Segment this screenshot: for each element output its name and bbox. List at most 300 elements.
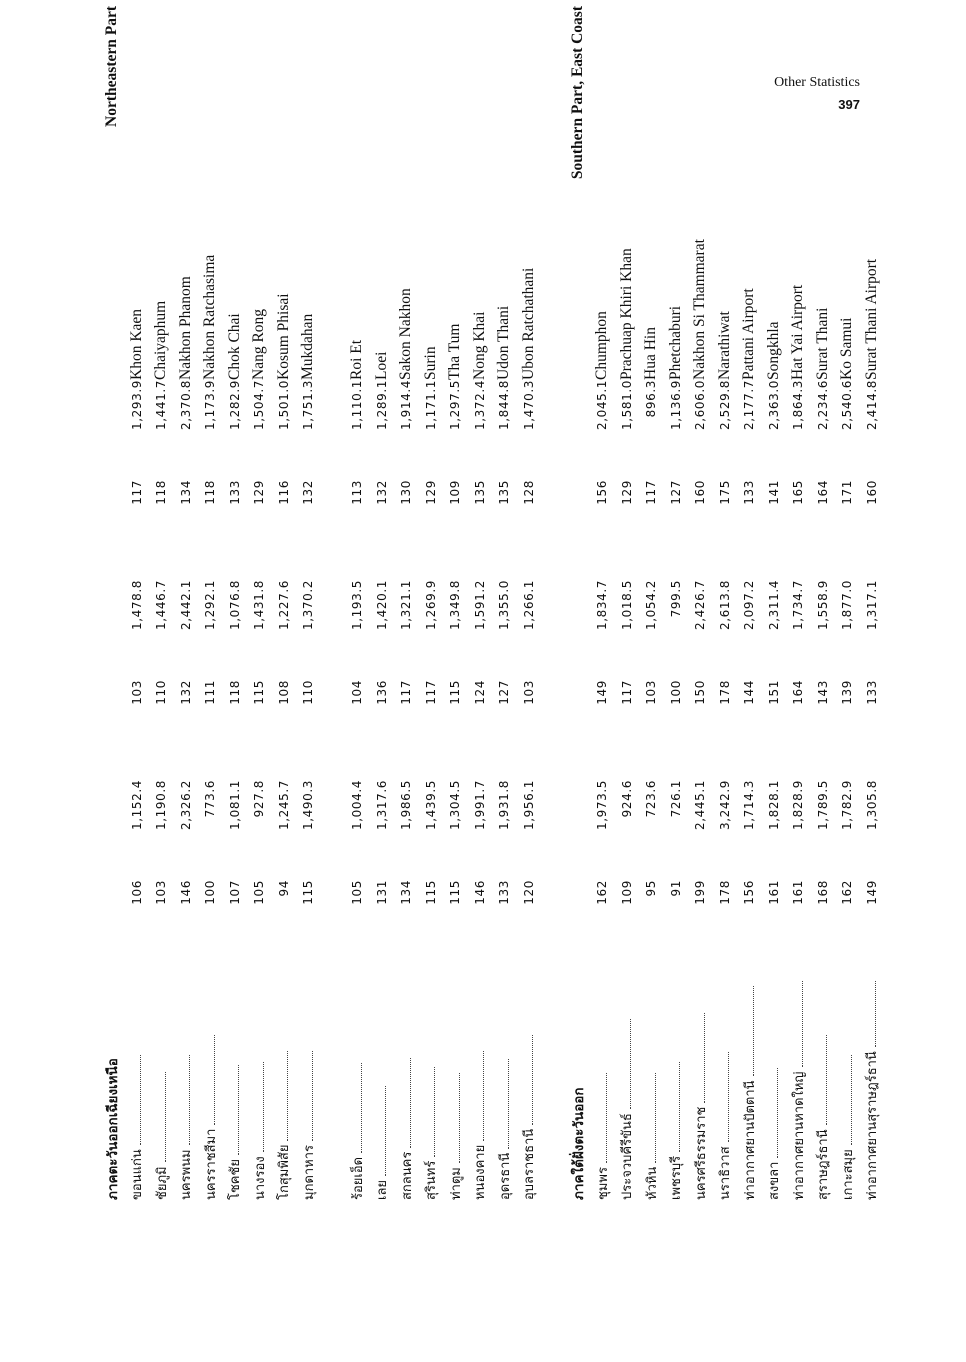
spacer-cell xyxy=(100,380,125,980)
rainfall-statistics-table xyxy=(100,0,884,1200)
value-cell: 1,081.1 xyxy=(227,780,242,831)
thai-label: เกาะสมุย xyxy=(840,1149,856,1200)
value-cell: 1,193.5 xyxy=(350,580,365,631)
value-cell: 1,864.3 xyxy=(791,380,806,431)
station-english-name: Nang Rong xyxy=(250,308,268,380)
station-english-name: Kosum Phisai xyxy=(274,293,292,380)
value-cell: 124 xyxy=(472,680,487,705)
value-cell: 1,478.8 xyxy=(129,580,144,631)
value-cell: 2,370.8 xyxy=(178,380,193,431)
thai-label: นครพนม xyxy=(179,1149,195,1200)
value-cell: 129 xyxy=(423,480,438,505)
value-cell: 164 xyxy=(815,480,830,505)
station-english-name: Sakon Nakhon xyxy=(397,288,415,380)
thai-label: นครราชสีมา xyxy=(203,1128,219,1200)
thai-label: สุรินทร์ xyxy=(424,1160,440,1200)
value-cell: 1,714.3 xyxy=(742,780,757,831)
value-cell: 130 xyxy=(399,480,414,505)
station-english-name: Ubon Ratchathani xyxy=(519,267,537,380)
thai-label: โชคชัย xyxy=(228,1159,244,1200)
value-cell: 160 xyxy=(864,480,879,505)
value-cell: 2,426.7 xyxy=(693,580,708,631)
table-row xyxy=(198,0,223,1200)
thai-label: ท่าอากาศยานสุราษฎร์ธานี xyxy=(865,1051,881,1200)
page-number: 397 xyxy=(838,97,860,112)
station-thai-name xyxy=(125,980,150,1200)
value-cell: 100 xyxy=(203,880,218,905)
leader-dots xyxy=(165,1072,166,1162)
value-cell: 94 xyxy=(276,880,291,897)
value-cell: 156 xyxy=(742,880,757,905)
value-cell: 151 xyxy=(766,680,781,705)
table-row xyxy=(370,0,395,1200)
leader-dots xyxy=(459,1073,460,1163)
value-cell: 1,782.9 xyxy=(840,780,855,831)
value-cell: 115 xyxy=(423,880,438,905)
value-cell: 1,956.1 xyxy=(521,780,536,831)
table-row xyxy=(345,0,370,1200)
table-row xyxy=(811,0,836,1200)
value-cell: 110 xyxy=(301,680,316,705)
value-cell: 103 xyxy=(154,880,169,905)
table-row xyxy=(247,0,272,1200)
table-row xyxy=(223,0,248,1200)
value-cell: 109 xyxy=(448,480,463,505)
station-thai-name xyxy=(590,980,615,1200)
value-cell: 1,973.5 xyxy=(595,780,610,831)
station-thai-name xyxy=(835,980,860,1200)
table-row xyxy=(468,0,493,1200)
station-thai-name xyxy=(615,980,640,1200)
station-english-name: Surin xyxy=(421,346,439,380)
station-thai-name xyxy=(713,980,738,1200)
value-cell: 133 xyxy=(864,680,879,705)
station-thai-name xyxy=(247,980,272,1200)
value-cell: 162 xyxy=(595,880,610,905)
station-english-name: Udon Thani xyxy=(495,305,513,380)
station-english-name: Hua Hin xyxy=(642,327,660,380)
value-cell: 1,991.7 xyxy=(472,780,487,831)
value-cell: 1,054.2 xyxy=(644,580,659,631)
station-thai-name xyxy=(492,980,517,1200)
region-thai-name: ภาคตะวันออกเฉียงเหนือ xyxy=(105,1058,122,1200)
value-cell: 1,490.3 xyxy=(301,780,316,831)
value-cell: 1,297.5 xyxy=(448,380,463,431)
leader-dots xyxy=(728,1052,729,1142)
value-cell: 118 xyxy=(154,480,169,505)
station-thai-name xyxy=(688,980,713,1200)
thai-label: เลย xyxy=(375,1179,391,1200)
table-row xyxy=(615,0,640,1200)
value-cell: 108 xyxy=(276,680,291,705)
rotated-table-container xyxy=(100,0,881,1200)
value-cell: 149 xyxy=(864,880,879,905)
value-cell: 2,442.1 xyxy=(178,580,193,631)
thai-label: สกลนคร xyxy=(399,1151,415,1200)
value-cell: 1,789.5 xyxy=(815,780,830,831)
station-thai-name xyxy=(174,980,199,1200)
region-header-row-south xyxy=(566,0,591,1200)
value-cell: 1,446.7 xyxy=(154,580,169,631)
value-cell: 113 xyxy=(350,480,365,505)
table-row xyxy=(762,0,787,1200)
station-thai-name xyxy=(664,980,689,1200)
station-thai-name xyxy=(737,980,762,1200)
station-english-name: Tha Tum xyxy=(446,323,464,380)
table-row xyxy=(443,0,468,1200)
value-cell: 1,190.8 xyxy=(154,780,169,831)
table-row xyxy=(639,0,664,1200)
value-cell: 1,227.6 xyxy=(276,580,291,631)
value-cell: 1,321.1 xyxy=(399,580,414,631)
station-english-name: Phetchaburi xyxy=(666,305,684,380)
table-row xyxy=(664,0,689,1200)
value-cell: 135 xyxy=(472,480,487,505)
station-thai-name xyxy=(443,980,468,1200)
value-cell: 146 xyxy=(472,880,487,905)
table-row xyxy=(272,0,297,1200)
value-cell: 1,110.1 xyxy=(350,380,365,431)
station-english-name: Narathiwat xyxy=(715,311,733,380)
thai-label: ชุมพร xyxy=(595,1167,611,1200)
value-cell: 1,076.8 xyxy=(227,580,242,631)
value-cell: 117 xyxy=(619,680,634,705)
value-cell: 2,606.0 xyxy=(693,380,708,431)
value-cell: 103 xyxy=(644,680,659,705)
value-cell: 146 xyxy=(178,880,193,905)
value-cell: 1,834.7 xyxy=(595,580,610,631)
thai-label: อุบลราชธานี xyxy=(522,1128,538,1200)
spacer-cell xyxy=(321,0,346,1200)
leader-dots xyxy=(777,1068,778,1158)
value-cell: 2,326.2 xyxy=(178,780,193,831)
leader-dots xyxy=(802,980,803,1067)
leader-dots xyxy=(140,1055,141,1145)
leader-dots xyxy=(361,1063,362,1153)
thai-label: ขอนแก่น xyxy=(130,1149,146,1200)
value-cell: 175 xyxy=(717,480,732,505)
value-cell: 1,004.4 xyxy=(350,780,365,831)
value-cell: 178 xyxy=(717,880,732,905)
value-cell: 1,470.3 xyxy=(521,380,536,431)
station-english-name: Roi Et xyxy=(348,339,366,380)
value-cell: 103 xyxy=(129,680,144,705)
value-cell: 127 xyxy=(497,680,512,705)
station-english-name: Chaiyaphum xyxy=(152,300,170,380)
value-cell: 773.6 xyxy=(203,780,218,818)
value-cell: 178 xyxy=(717,680,732,705)
value-cell: 129 xyxy=(619,480,634,505)
leader-dots xyxy=(483,1051,484,1141)
value-cell: 1,305.8 xyxy=(864,780,879,831)
thai-label: เพชรบุรี xyxy=(669,1155,685,1200)
station-thai-name xyxy=(786,980,811,1200)
station-thai-name xyxy=(149,980,174,1200)
table-row xyxy=(786,0,811,1200)
leader-dots xyxy=(851,1055,852,1145)
value-cell: 144 xyxy=(742,680,757,705)
value-cell: 2,177.7 xyxy=(742,380,757,431)
table-row xyxy=(737,0,762,1200)
value-cell: 2,540.6 xyxy=(840,380,855,431)
value-cell: 156 xyxy=(595,480,610,505)
value-cell: 1,431.8 xyxy=(252,580,267,631)
value-cell: 1,591.2 xyxy=(472,580,487,631)
station-english-name: Nakhon Ratchasima xyxy=(201,254,219,380)
value-cell: 2,529.8 xyxy=(717,380,732,431)
spacer-row xyxy=(321,0,346,1200)
value-cell: 1,018.5 xyxy=(619,580,634,631)
value-cell: 105 xyxy=(350,880,365,905)
leader-dots xyxy=(630,1019,631,1109)
value-cell: 1,581.0 xyxy=(619,380,634,431)
table-row xyxy=(419,0,444,1200)
value-cell: 924.6 xyxy=(619,780,634,818)
table-row xyxy=(492,0,517,1200)
thai-label: หนองคาย xyxy=(473,1144,489,1200)
value-cell: 1,289.1 xyxy=(374,380,389,431)
value-cell: 1,877.0 xyxy=(840,580,855,631)
value-cell: 133 xyxy=(227,480,242,505)
value-cell: 1,245.7 xyxy=(276,780,291,831)
table-row xyxy=(688,0,713,1200)
table-body xyxy=(100,0,884,1200)
value-cell: 106 xyxy=(129,880,144,905)
station-thai-name xyxy=(370,980,395,1200)
value-cell: 1,370.2 xyxy=(301,580,316,631)
value-cell: 1,914.4 xyxy=(399,380,414,431)
thai-label: ท่าตูม xyxy=(448,1167,464,1200)
value-cell: 1,282.9 xyxy=(227,380,242,431)
value-cell: 164 xyxy=(791,680,806,705)
value-cell: 1,304.5 xyxy=(448,780,463,831)
value-cell: 117 xyxy=(423,680,438,705)
station-english-name: Nong Khai xyxy=(470,311,488,380)
region-thai-name: ภาคใต้ฝั่งตะวันออก xyxy=(570,1087,587,1200)
table-row xyxy=(517,0,542,1200)
value-cell: 133 xyxy=(497,880,512,905)
value-cell: 2,414.8 xyxy=(864,380,879,431)
value-cell: 2,097.2 xyxy=(742,580,757,631)
region-english-name: Southern Part, East Coast xyxy=(568,6,586,180)
value-cell: 171 xyxy=(840,480,855,505)
station-english-name: Mukdahan xyxy=(299,313,317,380)
value-cell: 1,844.8 xyxy=(497,380,512,431)
value-cell: 120 xyxy=(521,880,536,905)
station-thai-name xyxy=(468,980,493,1200)
station-thai-name xyxy=(223,980,248,1200)
value-cell: 168 xyxy=(815,880,830,905)
value-cell: 132 xyxy=(374,480,389,505)
table-row xyxy=(835,0,860,1200)
value-cell: 104 xyxy=(350,680,365,705)
value-cell: 117 xyxy=(644,480,659,505)
value-cell: 1,828.1 xyxy=(766,780,781,831)
station-thai-name xyxy=(639,980,664,1200)
value-cell: 799.5 xyxy=(668,580,683,618)
value-cell: 2,613.8 xyxy=(717,580,732,631)
leader-dots xyxy=(655,1073,656,1163)
value-cell: 1,931.8 xyxy=(497,780,512,831)
value-cell: 103 xyxy=(521,680,536,705)
value-cell: 2,234.6 xyxy=(815,380,830,431)
station-english-name: Loei xyxy=(372,351,390,380)
value-cell: 132 xyxy=(178,680,193,705)
station-english-name: Chumphon xyxy=(593,311,611,380)
leader-dots xyxy=(532,1035,533,1125)
thai-label: อุดรธานี xyxy=(497,1152,513,1200)
value-cell: 896.3 xyxy=(644,380,659,418)
station-english-name: Nakhon Phanom xyxy=(176,276,194,380)
value-cell: 726.1 xyxy=(668,780,683,818)
leader-dots xyxy=(826,1035,827,1125)
station-thai-name xyxy=(345,980,370,1200)
leader-dots xyxy=(704,1013,705,1103)
value-cell: 1,292.1 xyxy=(203,580,218,631)
leader-dots xyxy=(189,1055,190,1145)
thai-label: ชัยภูมิ xyxy=(154,1166,170,1200)
value-cell: 91 xyxy=(668,880,683,897)
value-cell: 110 xyxy=(154,680,169,705)
station-thai-name xyxy=(272,980,297,1200)
station-thai-name xyxy=(198,980,223,1200)
value-cell: 161 xyxy=(766,880,781,905)
station-thai-name xyxy=(394,980,419,1200)
value-cell: 1,828.9 xyxy=(791,780,806,831)
value-cell: 1,266.1 xyxy=(521,580,536,631)
table-row xyxy=(394,0,419,1200)
leader-dots xyxy=(410,1058,411,1148)
leader-dots xyxy=(263,1062,264,1152)
value-cell: 1,349.8 xyxy=(448,580,463,631)
value-cell: 1,152.4 xyxy=(129,780,144,831)
value-cell: 2,311.4 xyxy=(766,580,781,631)
value-cell: 1,504.7 xyxy=(252,380,267,431)
value-cell: 165 xyxy=(791,480,806,505)
value-cell: 723.6 xyxy=(644,780,659,818)
value-cell: 1,439.5 xyxy=(423,780,438,831)
thai-label: สุราษฎร์ธานี xyxy=(816,1129,832,1200)
value-cell: 1,441.7 xyxy=(154,380,169,431)
thai-label: หัวหิน xyxy=(644,1166,660,1200)
value-cell: 100 xyxy=(668,680,683,705)
station-thai-name xyxy=(419,980,444,1200)
leader-dots xyxy=(508,1059,509,1149)
value-cell: 1,734.7 xyxy=(791,580,806,631)
value-cell: 1,269.9 xyxy=(423,580,438,631)
leader-dots xyxy=(753,986,754,1076)
spacer-cell xyxy=(541,0,566,1200)
value-cell: 116 xyxy=(276,480,291,505)
value-cell: 131 xyxy=(374,880,389,905)
table-row xyxy=(149,0,174,1200)
value-cell: 3,242.9 xyxy=(717,780,732,831)
thai-label: ร้อยเอ็ด xyxy=(350,1156,366,1200)
value-cell: 118 xyxy=(227,680,242,705)
value-cell: 1,558.9 xyxy=(815,580,830,631)
value-cell: 2,045.1 xyxy=(595,380,610,431)
value-cell: 107 xyxy=(227,880,242,905)
leader-dots xyxy=(238,1065,239,1155)
value-cell: 111 xyxy=(203,680,218,705)
station-english-name: Hat Yai Airport xyxy=(789,284,807,380)
table-row xyxy=(590,0,615,1200)
thai-label: ท่าอากาศยานหาดใหญ่ xyxy=(791,1071,807,1200)
value-cell: 133 xyxy=(742,480,757,505)
thai-label: นครศรีธรรมราช xyxy=(693,1106,709,1200)
value-cell: 117 xyxy=(129,480,144,505)
thai-label: ประจวบคีรีขันธ์ xyxy=(620,1113,636,1200)
value-cell: 118 xyxy=(203,480,218,505)
value-cell: 134 xyxy=(399,880,414,905)
value-cell: 143 xyxy=(815,680,830,705)
station-thai-name xyxy=(860,980,885,1200)
value-cell: 115 xyxy=(301,880,316,905)
value-cell: 1,501.0 xyxy=(276,380,291,431)
table-row xyxy=(713,0,738,1200)
value-cell: 135 xyxy=(497,480,512,505)
station-english-name: Khon Kaen xyxy=(127,308,145,380)
value-cell: 136 xyxy=(374,680,389,705)
value-cell: 127 xyxy=(668,480,683,505)
station-english-name: Ko Samui xyxy=(838,317,856,380)
value-cell: 1,136.9 xyxy=(668,380,683,431)
thai-label: ท่าอากาศยานปัตตานี xyxy=(742,1080,758,1200)
value-cell: 141 xyxy=(766,480,781,505)
value-cell: 95 xyxy=(644,880,659,897)
thai-label: มุกดาหาร xyxy=(301,1144,317,1200)
value-cell: 115 xyxy=(252,680,267,705)
station-english-name: Surat Thani Airport xyxy=(862,258,880,380)
region-english-name: Northeastern Part xyxy=(103,6,121,127)
value-cell: 105 xyxy=(252,880,267,905)
running-title: Other Statistics xyxy=(774,75,860,90)
leader-dots xyxy=(287,1051,288,1141)
leader-dots xyxy=(875,980,876,1047)
value-cell: 2,363.0 xyxy=(766,380,781,431)
station-english-name: Pattani Airport xyxy=(740,288,758,380)
value-cell: 117 xyxy=(399,680,414,705)
station-english-name: Surat Thani xyxy=(813,307,831,380)
leader-dots xyxy=(434,1067,435,1157)
region-header-row-northeast xyxy=(100,0,125,1200)
table-row xyxy=(125,0,150,1200)
leader-dots xyxy=(214,1035,215,1125)
leader-dots xyxy=(606,1073,607,1163)
value-cell: 1,173.9 xyxy=(203,380,218,431)
leader-dots xyxy=(312,1051,313,1141)
value-cell: 109 xyxy=(619,880,634,905)
station-english-name: Chok Chai xyxy=(225,313,243,380)
value-cell: 134 xyxy=(178,480,193,505)
value-cell: 1,171.1 xyxy=(423,380,438,431)
value-cell: 2,445.1 xyxy=(693,780,708,831)
value-cell: 115 xyxy=(448,880,463,905)
thai-label: นราธิวาส xyxy=(718,1146,734,1200)
value-cell: 162 xyxy=(840,880,855,905)
spacer-row xyxy=(541,0,566,1200)
leader-dots xyxy=(679,1062,680,1152)
station-thai-name xyxy=(811,980,836,1200)
station-english-name: Prachuap Khiri Khan xyxy=(617,248,635,380)
value-cell: 1,751.3 xyxy=(301,380,316,431)
thai-label: สงขลา xyxy=(767,1161,783,1200)
value-cell: 139 xyxy=(840,680,855,705)
value-cell: 128 xyxy=(521,480,536,505)
value-cell: 1,317.6 xyxy=(374,780,389,831)
leader-dots xyxy=(385,1086,386,1176)
station-thai-name xyxy=(517,980,542,1200)
